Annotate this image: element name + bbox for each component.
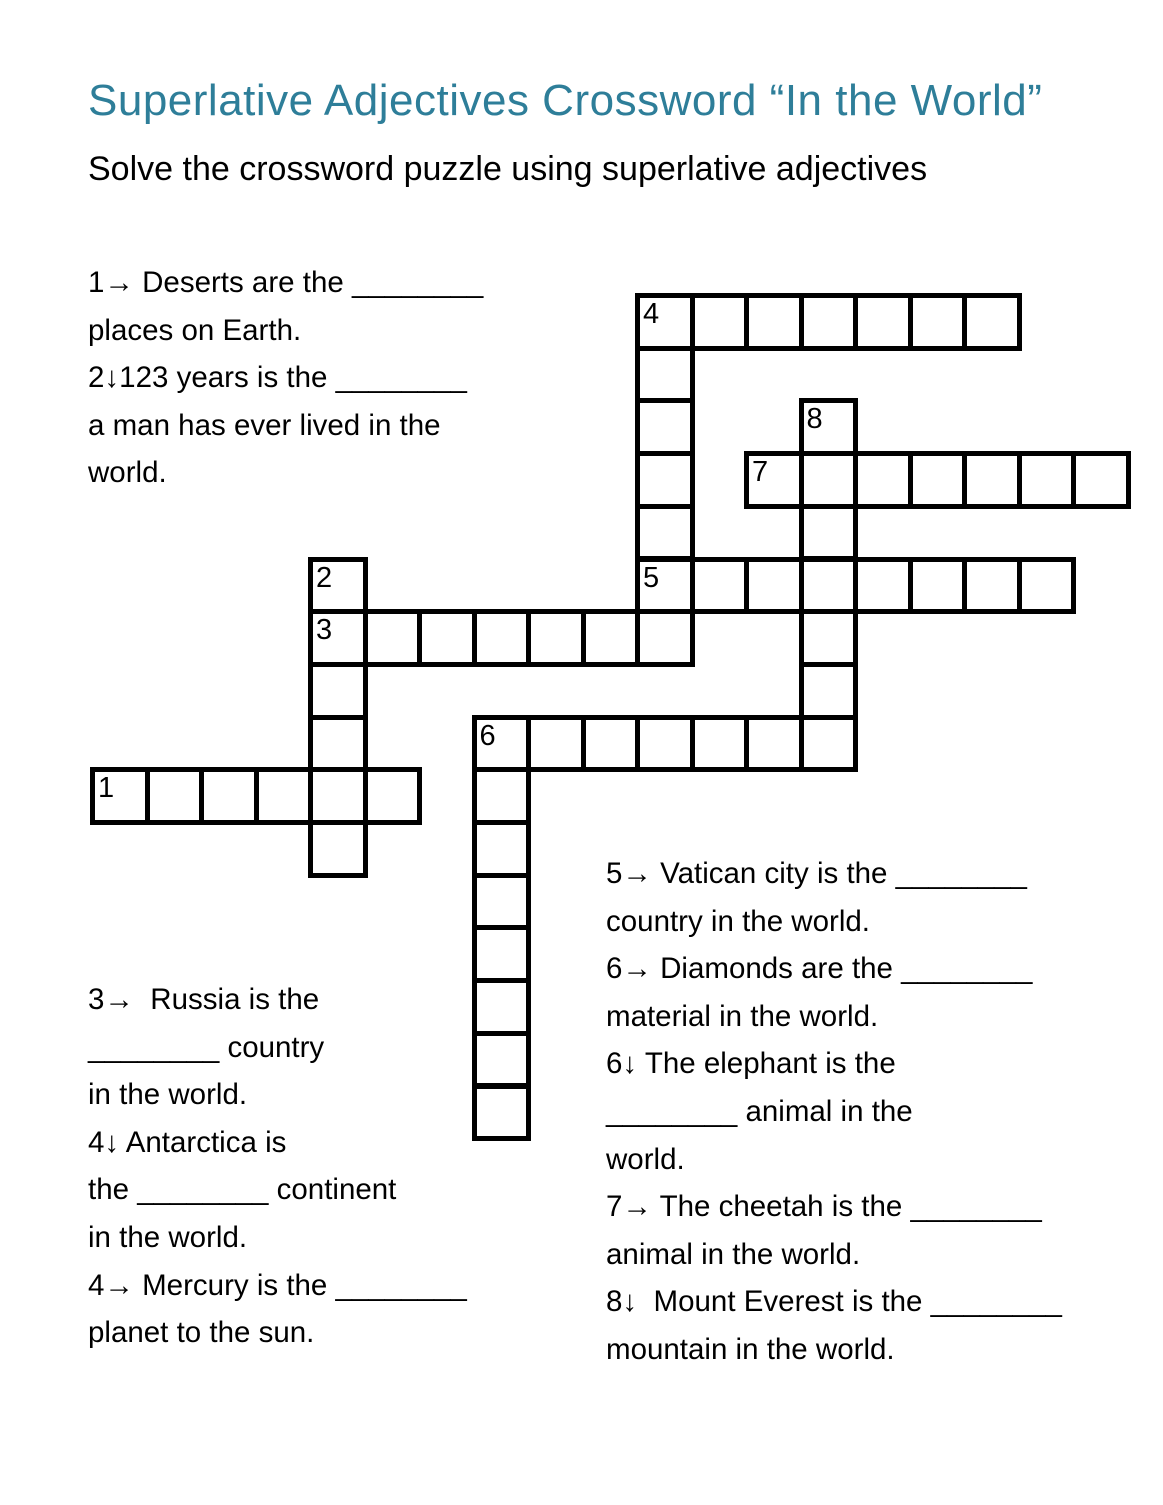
cell-number: 4 bbox=[643, 298, 660, 330]
crossword-cell[interactable] bbox=[308, 715, 368, 773]
clue-block-left-top bbox=[88, 259, 483, 497]
crossword-cell[interactable] bbox=[799, 451, 859, 509]
crossword-cell[interactable] bbox=[908, 293, 968, 351]
cell-number: 3 bbox=[316, 614, 333, 647]
crossword-cell[interactable] bbox=[690, 293, 750, 351]
crossword-cell[interactable] bbox=[472, 978, 532, 1036]
crossword-cell[interactable] bbox=[1017, 451, 1077, 509]
crossword-cell[interactable] bbox=[581, 609, 641, 667]
crossword-cell[interactable] bbox=[908, 557, 968, 615]
clue-line: world. bbox=[606, 1142, 685, 1176]
crossword-cell[interactable] bbox=[145, 767, 205, 825]
crossword-cell[interactable] bbox=[308, 767, 368, 825]
crossword-cell[interactable] bbox=[308, 662, 368, 720]
crossword-cell[interactable] bbox=[581, 715, 641, 773]
clue-line: in the world. bbox=[88, 1078, 248, 1112]
clue-block-right bbox=[606, 850, 1062, 1374]
clue-line: 3→ Russia is the bbox=[88, 983, 320, 1016]
crossword-cell[interactable] bbox=[199, 767, 259, 825]
clue-line: 6→ Diamonds are the ________ bbox=[606, 952, 1033, 986]
crossword-cell[interactable] bbox=[1071, 451, 1131, 509]
crossword-cell[interactable] bbox=[472, 925, 532, 983]
clue-line: 7→ The cheetah is the ________ bbox=[606, 1190, 1042, 1224]
crossword-cell[interactable] bbox=[472, 767, 532, 825]
crossword-cell[interactable] bbox=[799, 715, 859, 773]
crossword-cell[interactable] bbox=[799, 504, 859, 562]
clue-line: country in the world. bbox=[606, 904, 870, 938]
crossword-cell[interactable] bbox=[690, 557, 750, 615]
crossword-cell[interactable] bbox=[472, 1031, 532, 1089]
cell-number: 1 bbox=[98, 772, 115, 805]
crossword-cell[interactable] bbox=[962, 557, 1022, 615]
clue-line: material in the world. bbox=[606, 999, 879, 1033]
crossword-cell[interactable] bbox=[472, 873, 532, 931]
crossword-cell[interactable] bbox=[962, 451, 1022, 509]
crossword-cell[interactable] bbox=[526, 715, 586, 773]
crossword-cell[interactable] bbox=[744, 557, 804, 615]
clue-line: the ________ continent bbox=[88, 1173, 397, 1207]
clue-line: a man has ever lived in the bbox=[88, 408, 441, 442]
crossword-cell[interactable] bbox=[635, 715, 695, 773]
clue-line: ________ country bbox=[88, 1030, 325, 1064]
crossword-cell[interactable] bbox=[472, 1084, 532, 1142]
crossword-cell[interactable] bbox=[962, 293, 1022, 351]
crossword-cell[interactable] bbox=[744, 293, 804, 351]
crossword-cell[interactable] bbox=[744, 715, 804, 773]
clue-line: places on Earth. bbox=[88, 313, 302, 347]
crossword-cell[interactable] bbox=[635, 398, 695, 456]
clue-line: 1→ Deserts are the ________ bbox=[88, 266, 484, 299]
clue-line: 5→ Vatican city is the ________ bbox=[606, 857, 1027, 890]
crossword-cell[interactable] bbox=[853, 557, 913, 615]
crossword-cell[interactable] bbox=[635, 346, 695, 404]
cell-number: 6 bbox=[479, 719, 496, 752]
clue-line: 8↓ Mount Everest is the ________ bbox=[606, 1285, 1062, 1319]
clue-line: in the world. bbox=[88, 1220, 248, 1254]
crossword-cell[interactable] bbox=[526, 609, 586, 667]
worksheet-title: Superlative Adjectives Crossword “In the World” bbox=[88, 76, 1043, 125]
worksheet-subtitle: Solve the crossword puzzle using superlative adjectives bbox=[88, 150, 928, 188]
crossword-cell[interactable] bbox=[690, 715, 750, 773]
crossword-cell[interactable] bbox=[417, 609, 477, 667]
clue-line: 6↓ The elephant is the bbox=[606, 1047, 896, 1081]
clue-line: 4→ Mercury is the ________ bbox=[88, 1268, 467, 1302]
crossword-cell[interactable] bbox=[799, 609, 859, 667]
crossword-cell[interactable] bbox=[254, 767, 314, 825]
crossword-cell[interactable] bbox=[363, 609, 423, 667]
crossword-cell[interactable] bbox=[363, 767, 423, 825]
cell-number: 2 bbox=[316, 561, 333, 594]
crossword-cell[interactable] bbox=[635, 504, 695, 562]
crossword-cell[interactable] bbox=[853, 451, 913, 509]
crossword-cell[interactable] bbox=[853, 293, 913, 351]
cell-number: 5 bbox=[643, 561, 660, 594]
crossword-cell[interactable] bbox=[308, 820, 368, 878]
clue-line: planet to the sun. bbox=[88, 1316, 315, 1350]
clue-line: animal in the world. bbox=[606, 1237, 861, 1271]
crossword-cell[interactable] bbox=[1017, 557, 1077, 615]
clue-line: 4↓ Antarctica is bbox=[88, 1125, 287, 1159]
clue-line: mountain in the world. bbox=[606, 1332, 895, 1366]
clue-block-left-bottom bbox=[88, 976, 467, 1357]
crossword-cell[interactable] bbox=[472, 820, 532, 878]
crossword-cell[interactable] bbox=[472, 609, 532, 667]
crossword-cell[interactable] bbox=[799, 662, 859, 720]
crossword-cell[interactable] bbox=[635, 451, 695, 509]
cell-number: 7 bbox=[752, 456, 769, 489]
crossword-cell[interactable] bbox=[799, 557, 859, 615]
cell-number: 8 bbox=[806, 403, 823, 436]
clue-line: ________ animal in the bbox=[606, 1094, 913, 1128]
clue-line: 2↓123 years is the ________ bbox=[88, 361, 467, 395]
crossword-cell[interactable] bbox=[799, 293, 859, 351]
clue-line: world. bbox=[88, 456, 167, 490]
crossword-cell[interactable] bbox=[635, 609, 695, 667]
crossword-cell[interactable] bbox=[908, 451, 968, 509]
